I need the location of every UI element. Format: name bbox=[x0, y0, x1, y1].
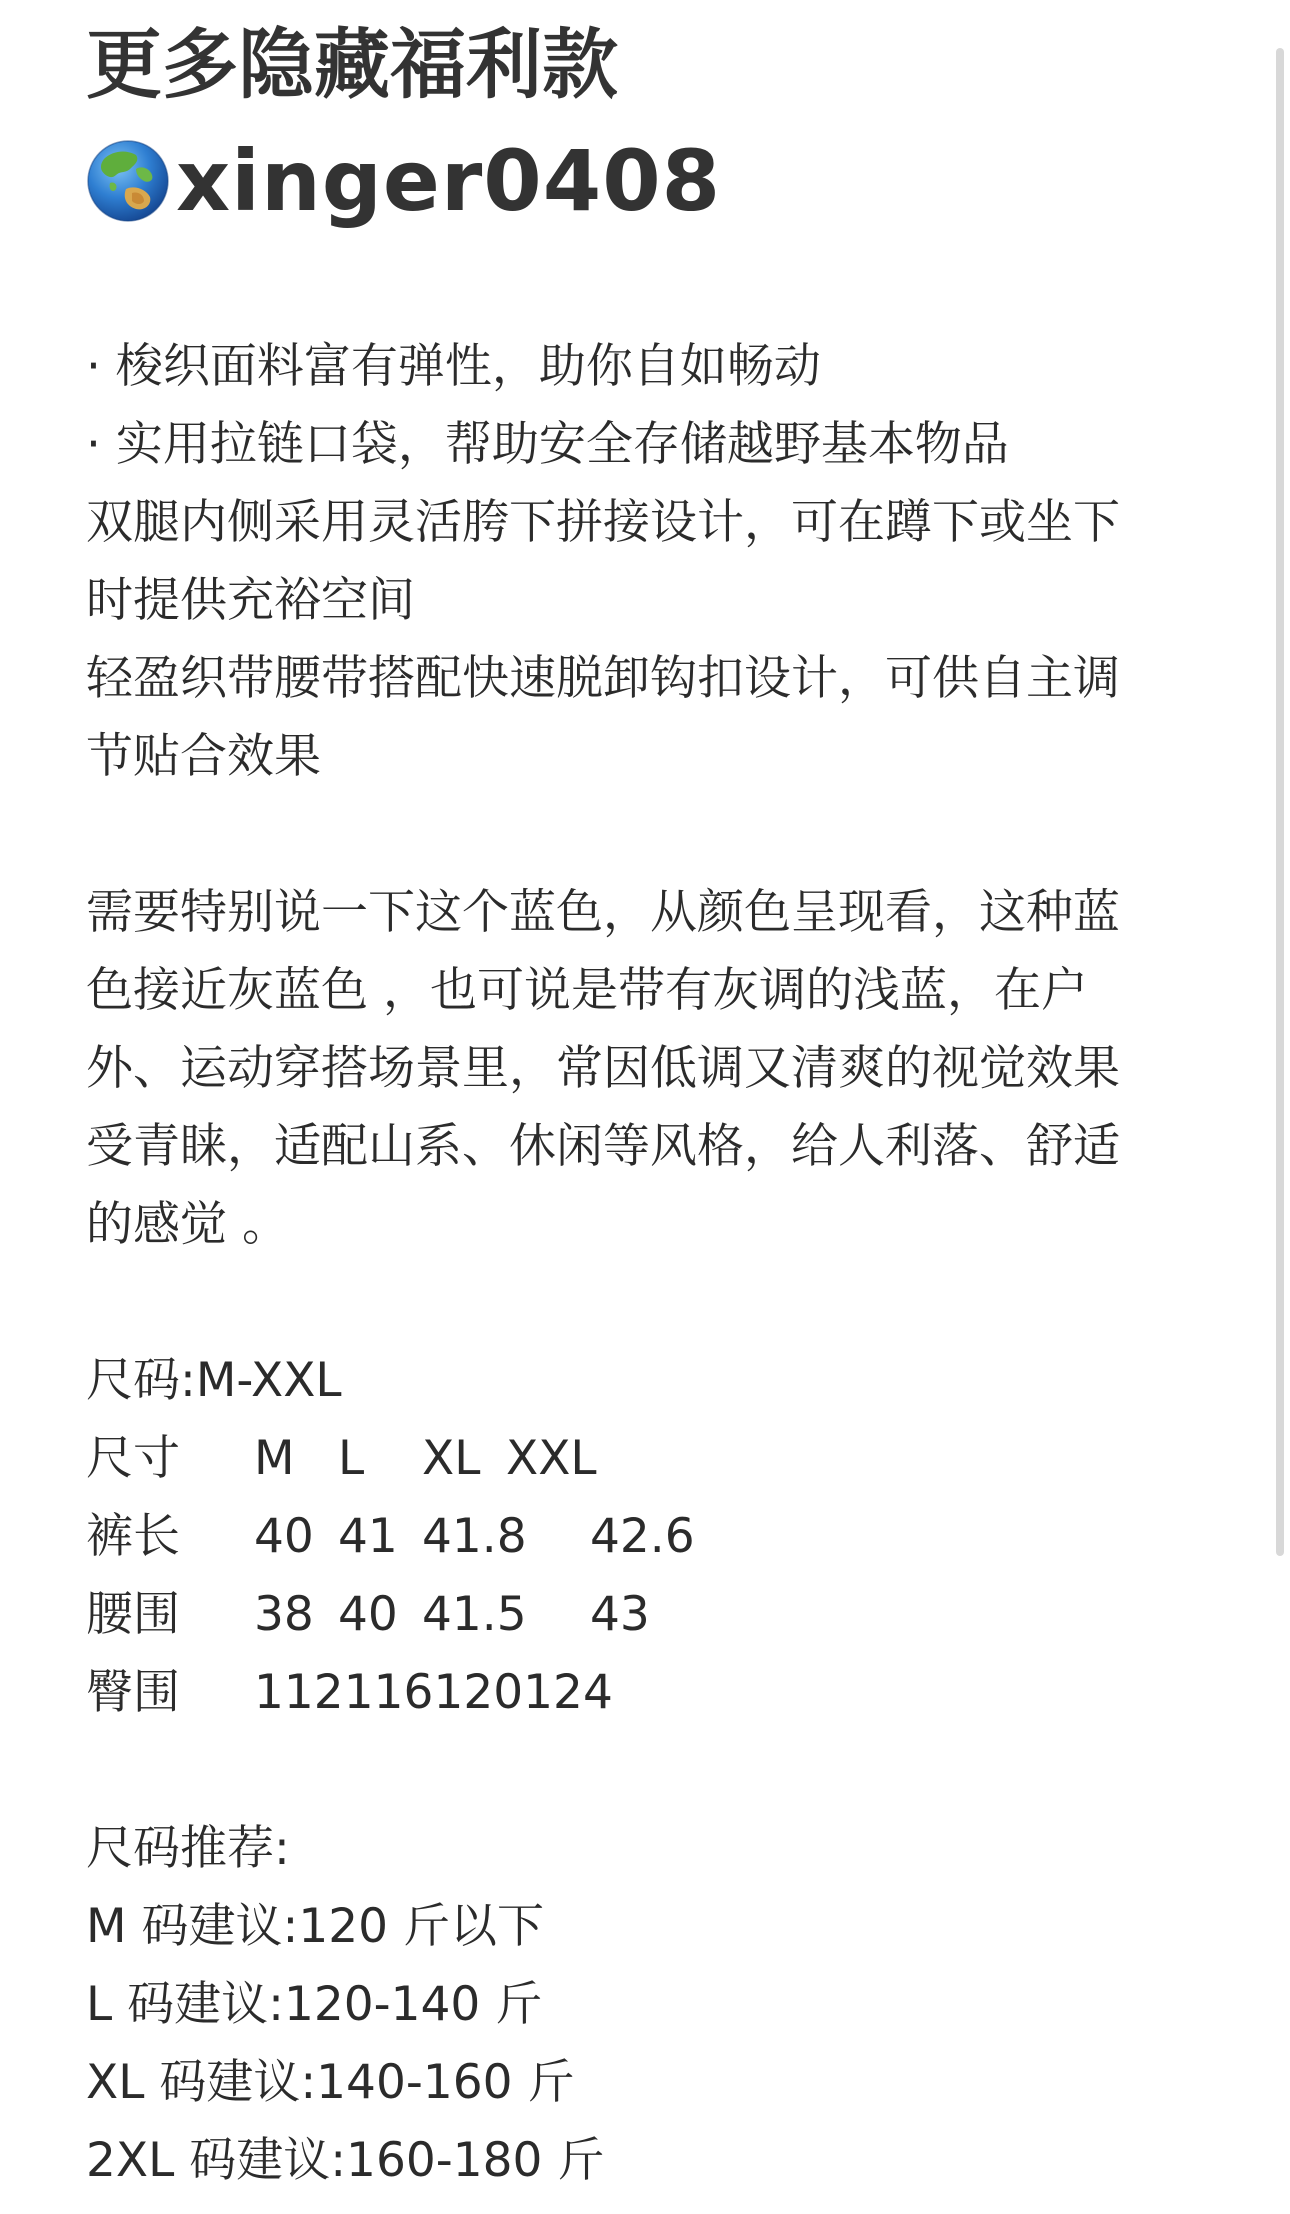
size-cell: 112 bbox=[254, 1665, 344, 1720]
size-cell: 43 bbox=[590, 1587, 650, 1642]
scrollbar[interactable] bbox=[1276, 48, 1284, 1556]
feature-line: 节贴合效果 bbox=[86, 729, 321, 784]
size-cell: 116 bbox=[343, 1665, 434, 1720]
feature-line: 双腿内侧采用灵活胯下拼接设计，可在蹲下或坐下 bbox=[86, 495, 1120, 550]
color-note-line: 外、运动穿搭场景里，常因低调又清爽的视觉效果 bbox=[86, 1041, 1120, 1096]
size-header-cell: L bbox=[338, 1431, 365, 1486]
color-note-line: 需要特别说一下这个蓝色，从颜色呈现看，这种蓝 bbox=[86, 885, 1120, 940]
size-header-cell: XL bbox=[422, 1431, 481, 1486]
size-cell: 41.8 bbox=[422, 1509, 527, 1564]
size-cell: 裤长 bbox=[86, 1509, 180, 1564]
feature-line: · 梭织面料富有弹性，助你自如畅动 bbox=[86, 339, 821, 394]
color-note-line: 受青睐，适配山系、休闲等风格，给人利落、舒适 bbox=[86, 1119, 1120, 1174]
author-handle: xinger0408 bbox=[176, 132, 722, 230]
handle-row bbox=[86, 116, 1206, 246]
size-header-cell: XXL bbox=[506, 1431, 597, 1486]
size-header-cell: 尺寸 bbox=[86, 1431, 180, 1486]
color-note-line: 色接近灰蓝色 ，也可说是带有灰调的浅蓝，在户 bbox=[86, 963, 1088, 1018]
size-cell: 42.6 bbox=[590, 1509, 695, 1564]
size-header-cell: M bbox=[254, 1431, 295, 1486]
size-cell: 腰围 bbox=[86, 1587, 180, 1642]
recommendation-line: L 码建议:120-140 斤 bbox=[86, 1977, 543, 2032]
color-note-line: 的感觉 。 bbox=[86, 1197, 289, 1252]
color-note bbox=[86, 874, 1206, 1264]
recommendation-line: M 码建议:120 斤以下 bbox=[86, 1899, 544, 1954]
size-table-row bbox=[86, 1576, 1206, 1654]
recommendation-line: 2XL 码建议:160-180 斤 bbox=[86, 2133, 605, 2188]
size-cell: 臀围 bbox=[86, 1665, 180, 1720]
note-title: 更多隐藏福利款 bbox=[86, 20, 618, 109]
size-cell: 41.5 bbox=[422, 1587, 527, 1642]
size-recommendation bbox=[86, 1810, 1206, 2200]
size-cell: 120 bbox=[433, 1665, 524, 1720]
size-table-row bbox=[86, 1498, 1206, 1576]
recommendation-line: XL 码建议:140-160 斤 bbox=[86, 2055, 575, 2110]
recommendation-title: 尺码推荐: bbox=[86, 1821, 290, 1876]
size-table-header bbox=[86, 1420, 1206, 1498]
size-cell: 40 bbox=[254, 1509, 314, 1564]
size-cell: 38 bbox=[254, 1587, 314, 1642]
globe-icon bbox=[86, 139, 170, 223]
feature-line: · 实用拉链口袋，帮助安全存储越野基本物品 bbox=[86, 417, 1009, 472]
size-cell: 124 bbox=[523, 1665, 613, 1720]
size-range bbox=[86, 1342, 1206, 1420]
size-table-row bbox=[86, 1654, 1206, 1732]
size-table bbox=[86, 1420, 1206, 1732]
note-content bbox=[86, 14, 1206, 2200]
size-cell: 40 bbox=[338, 1587, 398, 1642]
feature-line: 时提供充裕空间 bbox=[86, 573, 415, 628]
size-range-text: 尺码:M-XXL bbox=[86, 1353, 342, 1408]
feature-line: 轻盈织带腰带搭配快速脱卸钩扣设计，可供自主调 bbox=[86, 651, 1120, 706]
features-list bbox=[86, 328, 1206, 796]
size-cell: 41 bbox=[338, 1509, 398, 1564]
